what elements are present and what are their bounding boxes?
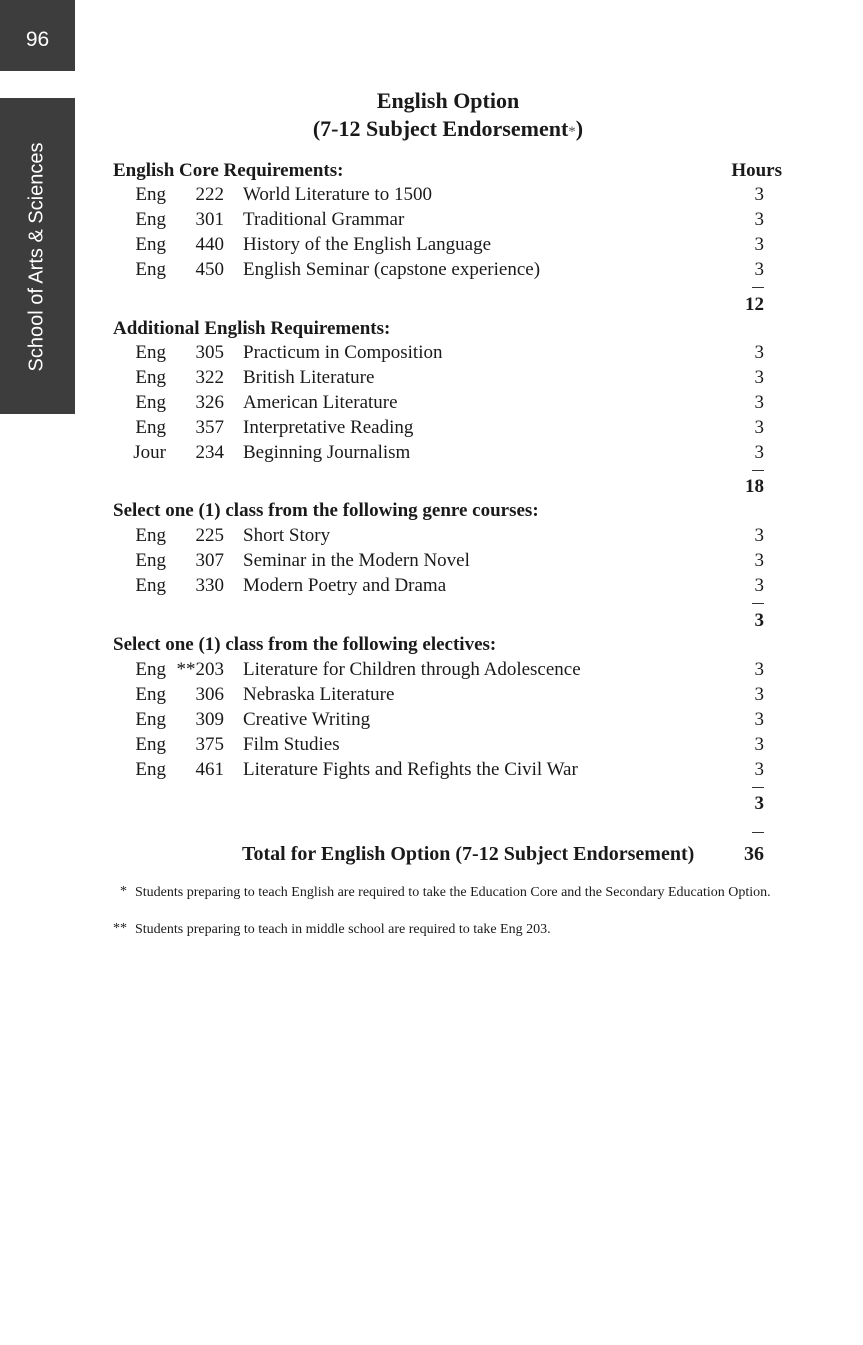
- course-title: British Literature: [243, 367, 375, 388]
- course-prefix: Eng: [135, 550, 166, 571]
- course-title: English Seminar (capstone experience): [243, 259, 541, 280]
- hours-column-header: Hours: [731, 160, 782, 181]
- course-title: Practicum in Composition: [243, 342, 443, 363]
- section-subtotal: 18: [745, 476, 764, 497]
- course-prefix: Eng: [135, 417, 166, 438]
- section-subtotal: 3: [754, 793, 764, 814]
- document-title: English Option: [376, 88, 520, 113]
- course-title: Literature for Children through Adolescence: [243, 659, 581, 680]
- footnote-marker: **: [113, 921, 127, 936]
- course-hours: 3: [754, 234, 764, 255]
- section-heading: Additional English Requirements:: [113, 318, 391, 339]
- course-hours: 3: [754, 684, 764, 705]
- course-title: Beginning Journalism: [243, 442, 411, 463]
- course-title: Modern Poetry and Drama: [243, 575, 447, 596]
- footnote: Students preparing to teach English are required to take the Education Core and the Secondary Education Option.: [135, 885, 771, 900]
- course-prefix: Eng: [135, 392, 166, 413]
- course-row: [0, 184, 863, 209]
- course-number: 330: [195, 575, 224, 596]
- course-row: [0, 659, 863, 684]
- section-tab-label: School of Arts & Sciences: [25, 142, 48, 372]
- course-prefix: Eng: [135, 659, 166, 680]
- course-number: 450: [195, 259, 224, 280]
- course-number: 234: [195, 442, 224, 463]
- course-prefix: Eng: [135, 525, 166, 546]
- course-prefix: Eng: [135, 259, 166, 280]
- course-title: History of the English Language: [243, 234, 492, 255]
- course-title: Film Studies: [243, 734, 340, 755]
- course-number: 440: [195, 234, 224, 255]
- footnote-marker: *: [120, 884, 127, 899]
- course-row: [0, 550, 863, 575]
- course-row: [0, 709, 863, 734]
- course-prefix: Eng: [135, 709, 166, 730]
- course-number: **203: [176, 659, 224, 680]
- course-row: [0, 259, 863, 284]
- course-title: Traditional Grammar: [243, 209, 405, 230]
- page-number-tab: [0, 0, 75, 71]
- course-hours: 3: [754, 209, 764, 230]
- course-prefix: Eng: [135, 684, 166, 705]
- course-row: [0, 734, 863, 759]
- course-hours: 3: [754, 550, 764, 571]
- section-heading: Select one (1) class from the following genre courses:: [113, 500, 539, 521]
- course-hours: 3: [754, 575, 764, 596]
- subtotal-rule: [752, 787, 764, 788]
- total-label: Total for English Option (7-12 Subject Endorsement): [242, 843, 695, 865]
- course-prefix: Eng: [135, 184, 166, 205]
- course-prefix: Eng: [135, 209, 166, 230]
- course-number: 322: [195, 367, 224, 388]
- course-row: [0, 759, 863, 784]
- course-number: 225: [195, 525, 224, 546]
- course-hours: 3: [754, 442, 764, 463]
- course-row: [0, 209, 863, 234]
- section-heading: English Core Requirements:: [113, 160, 344, 181]
- course-number: 461: [195, 759, 224, 780]
- subtitle-close: ): [575, 116, 584, 141]
- course-title: Short Story: [243, 525, 331, 546]
- total-rule: [752, 832, 764, 833]
- course-number: 375: [195, 734, 224, 755]
- course-prefix: Eng: [135, 759, 166, 780]
- course-hours: 3: [754, 525, 764, 546]
- section-subtotal: 3: [754, 610, 764, 631]
- course-hours: 3: [754, 259, 764, 280]
- course-row: [0, 367, 863, 392]
- course-prefix: Eng: [135, 575, 166, 596]
- course-row: [0, 342, 863, 367]
- course-number: 306: [195, 684, 224, 705]
- document-subtitle: [242, 116, 654, 142]
- course-row: [0, 684, 863, 709]
- course-row: [0, 234, 863, 259]
- course-title: Interpretative Reading: [243, 417, 414, 438]
- subtotal-rule: [752, 287, 764, 288]
- course-hours: 3: [754, 342, 764, 363]
- course-row: [0, 575, 863, 600]
- course-hours: 3: [754, 367, 764, 388]
- course-title: American Literature: [243, 392, 398, 413]
- course-hours: 3: [754, 709, 764, 730]
- course-hours: 3: [754, 734, 764, 755]
- course-prefix: Jour: [133, 442, 166, 463]
- course-row: [0, 442, 863, 467]
- subtotal-rule: [752, 470, 764, 471]
- course-hours: 3: [754, 417, 764, 438]
- footnote: Students preparing to teach in middle school are required to take Eng 203.: [135, 922, 551, 937]
- course-row: [0, 525, 863, 550]
- subtitle-asterisk: *: [568, 124, 576, 140]
- course-hours: 3: [754, 184, 764, 205]
- course-title: Nebraska Literature: [243, 684, 395, 705]
- course-hours: 3: [754, 659, 764, 680]
- course-hours: 3: [754, 392, 764, 413]
- course-title: World Literature to 1500: [243, 184, 432, 205]
- course-number: 357: [195, 417, 224, 438]
- course-row: [0, 392, 863, 417]
- subtotal-rule: [752, 603, 764, 604]
- course-title: Literature Fights and Refights the Civil War: [243, 759, 578, 780]
- course-prefix: Eng: [135, 367, 166, 388]
- course-number: 309: [195, 709, 224, 730]
- course-number: 301: [195, 209, 224, 230]
- course-number: 307: [195, 550, 224, 571]
- subtitle-text: (7-12 Subject Endorsement: [312, 116, 569, 141]
- section-subtotal: 12: [745, 294, 764, 315]
- course-title: Seminar in the Modern Novel: [243, 550, 470, 571]
- course-number: 326: [195, 392, 224, 413]
- course-number: 222: [195, 184, 224, 205]
- course-prefix: Eng: [135, 234, 166, 255]
- course-number: 305: [195, 342, 224, 363]
- page-number: 96: [25, 28, 50, 51]
- course-hours: 3: [754, 759, 764, 780]
- course-prefix: Eng: [135, 734, 166, 755]
- total-value: 36: [744, 843, 764, 865]
- section-heading: Select one (1) class from the following electives:: [113, 634, 497, 655]
- course-row: [0, 417, 863, 442]
- course-prefix: Eng: [135, 342, 166, 363]
- course-title: Creative Writing: [243, 709, 371, 730]
